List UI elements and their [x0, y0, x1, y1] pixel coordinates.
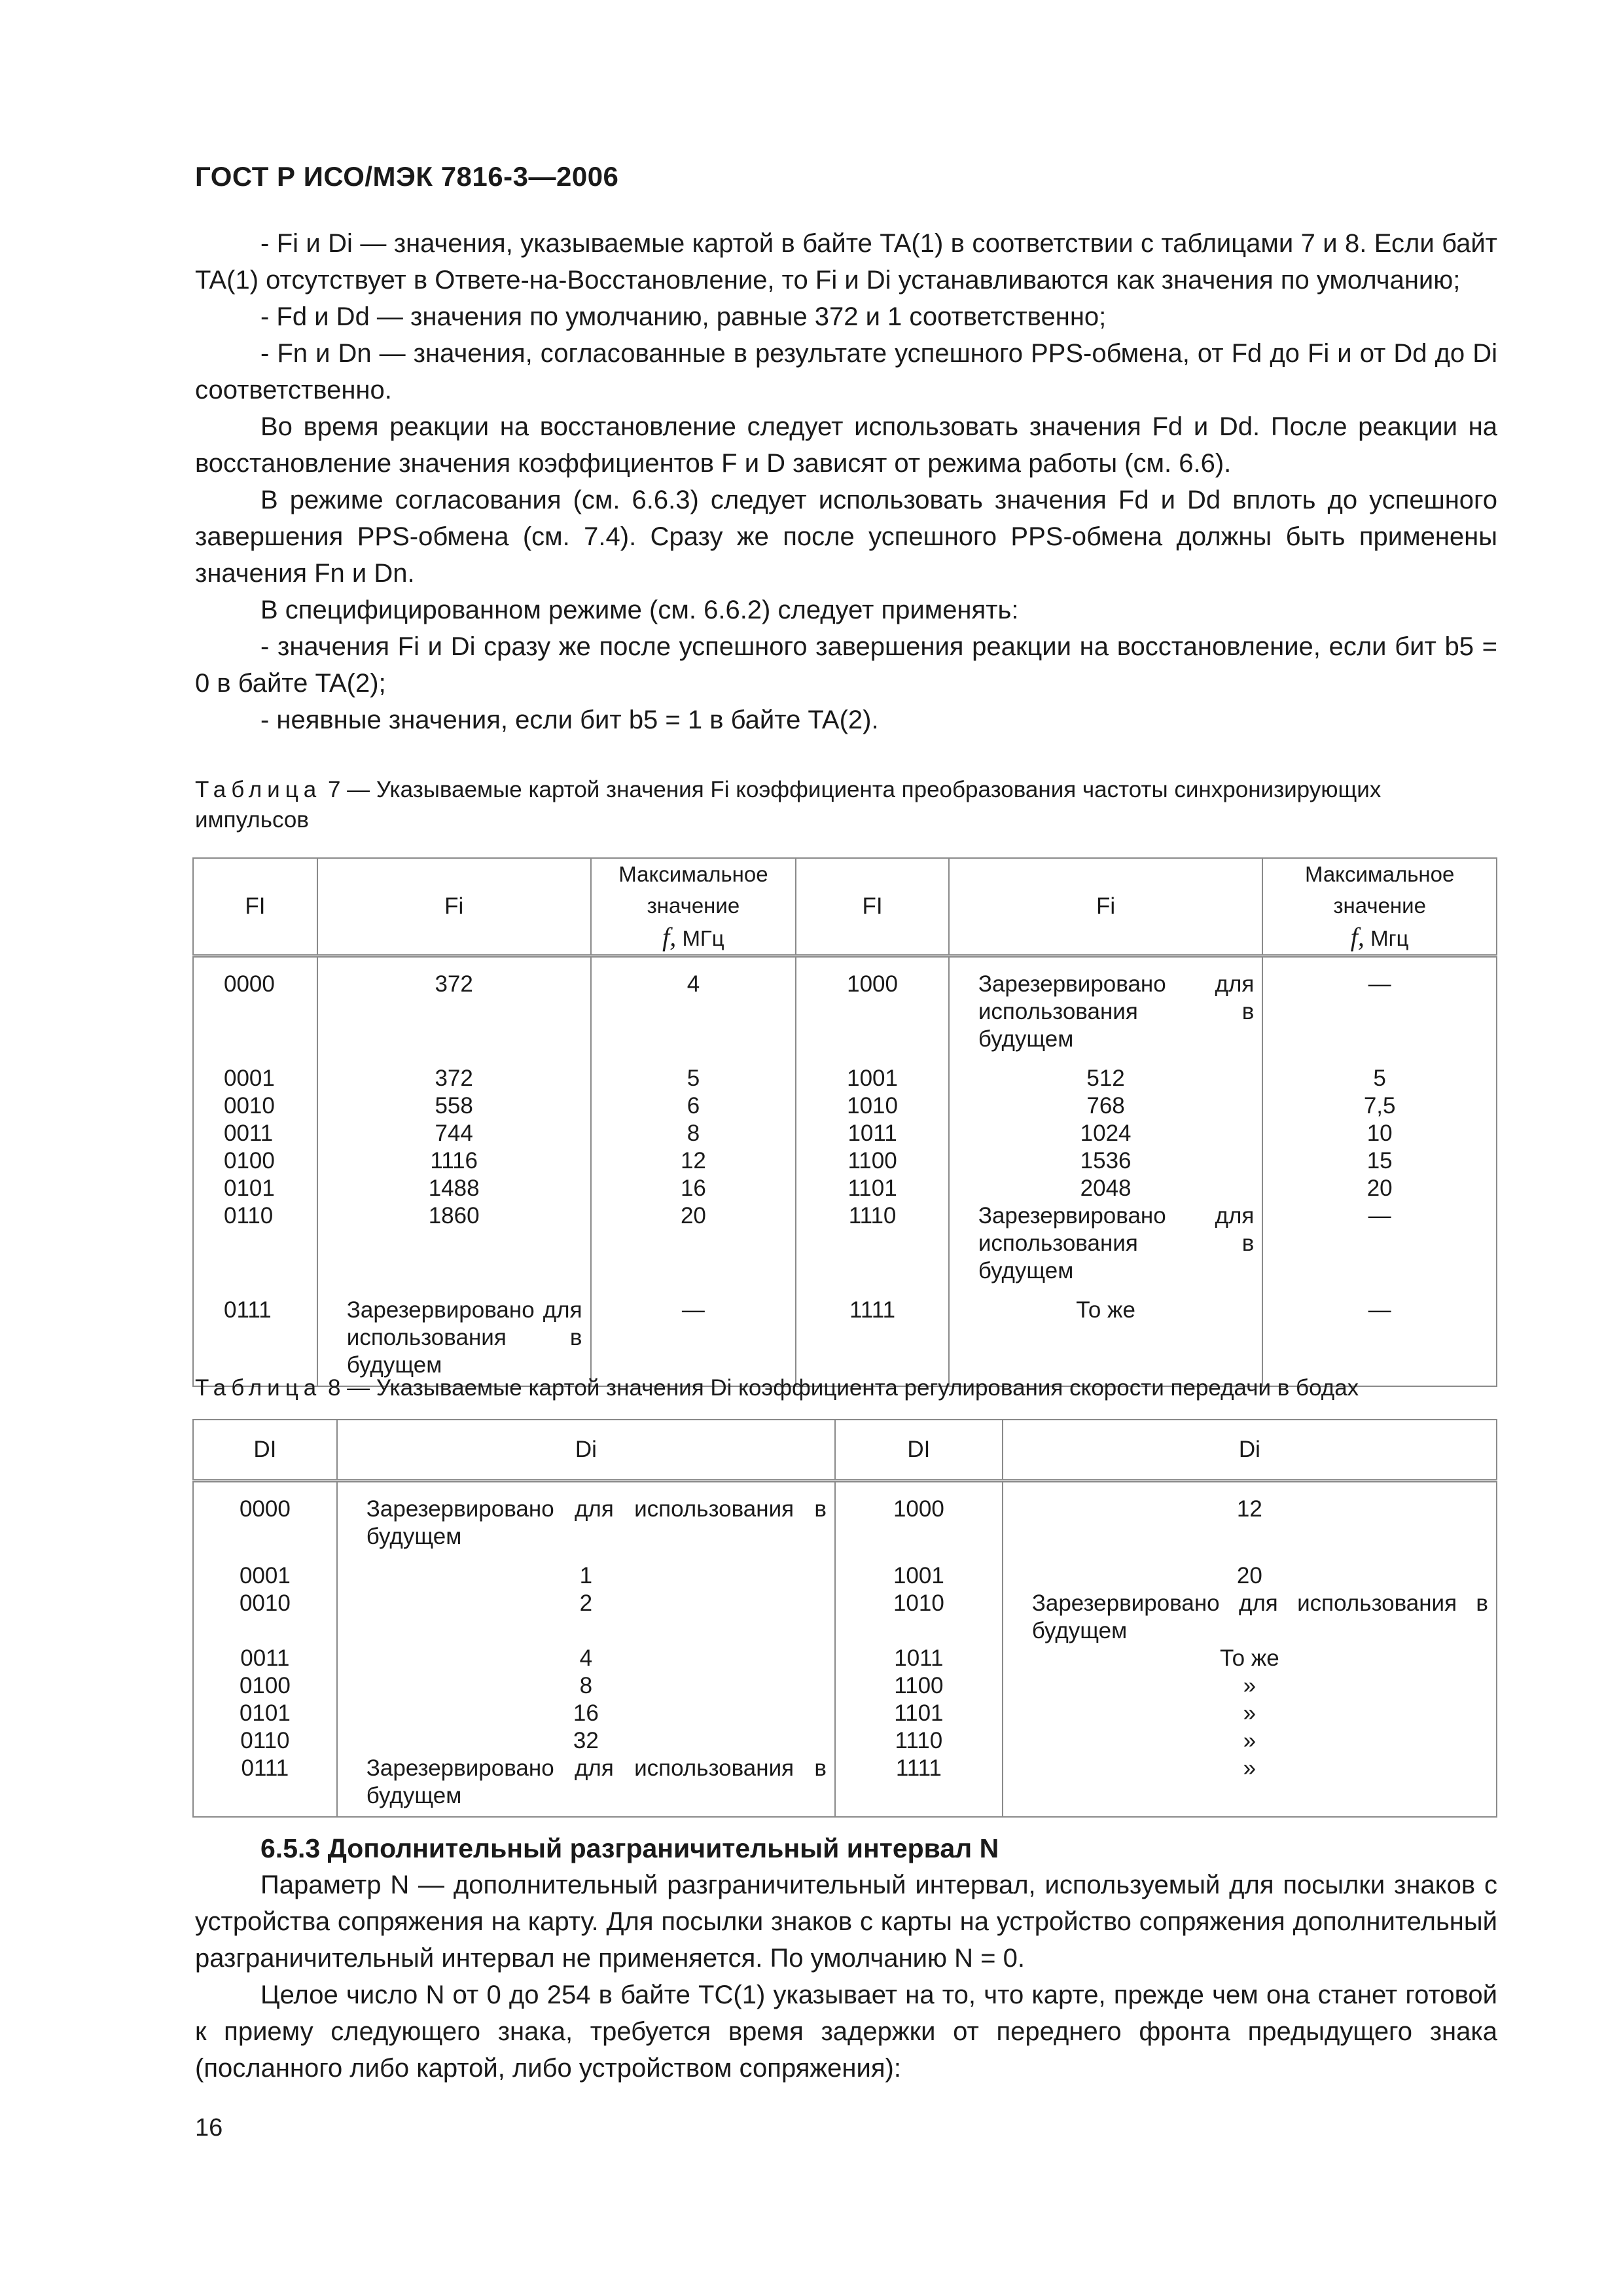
table-cell: 0111 [193, 1755, 337, 1817]
table-cell: 372 [317, 956, 591, 1054]
table-cell: То же [1003, 1645, 1497, 1672]
column-header: FI [796, 858, 949, 956]
paragraph: Параметр N — дополнительный разграничительный интервал, используемый для посылки знаков с устройства сопряжения на карту. Для посылки знаков с карты на устройство сопряжения дополнительный разграничительный интервал не применяется. По умолчанию N = 0. [195, 1871, 1497, 1973]
intro-text [195, 225, 1497, 738]
section-title: 6.5.3 Дополнительный разграничительный интервал N [260, 1833, 999, 1863]
table-row [193, 1645, 1497, 1672]
table-cell: 16 [591, 1175, 796, 1202]
table8-caption [195, 1373, 1497, 1403]
table-cell: 15 [1262, 1147, 1497, 1175]
table-cell: 20 [1262, 1175, 1497, 1202]
table-cell: 1110 [796, 1202, 949, 1285]
table-cell: 0111 [193, 1285, 317, 1386]
table-cell: 1010 [796, 1092, 949, 1120]
table-cell: 0010 [193, 1092, 317, 1120]
table-cell: 372 [317, 1053, 591, 1092]
table-cell: 1100 [796, 1147, 949, 1175]
table-row [193, 1700, 1497, 1727]
table-cell: 1001 [796, 1053, 949, 1092]
document-header: ГОСТ Р ИСО/МЭК 7816-3—2006 [195, 161, 619, 192]
paragraph: - Fn и Dn — значения, согласованные в результате успешного PPS-обмена, от Fd до Fi и от Dd до Di соответственно. [195, 339, 1497, 404]
column-header: Максимальное значение f, МГц [591, 858, 796, 956]
table-cell: 0000 [193, 956, 317, 1054]
table-row [193, 1551, 1497, 1590]
table-cell: 1000 [835, 1481, 1003, 1551]
table-cell: — [1262, 1202, 1497, 1285]
table-cell: 1101 [835, 1700, 1003, 1727]
table-cell: 0101 [193, 1700, 337, 1727]
table-cell: 1111 [835, 1755, 1003, 1817]
table-cell: 1860 [317, 1202, 591, 1285]
table-cell: 0010 [193, 1590, 337, 1645]
table-cell: 1011 [796, 1120, 949, 1147]
table7-caption [195, 775, 1497, 835]
table-cell: 0100 [193, 1147, 317, 1175]
table-cell: » [1003, 1672, 1497, 1700]
table-row [193, 1481, 1497, 1551]
table-cell: 0011 [193, 1645, 337, 1672]
table-cell: 1536 [949, 1147, 1263, 1175]
table-header-row [193, 858, 1497, 956]
table-cell: 4 [337, 1645, 835, 1672]
table-cell: 1116 [317, 1147, 591, 1175]
table-row [193, 956, 1497, 1054]
table-label: Таблица [195, 777, 322, 802]
table-row [193, 1053, 1497, 1092]
table-cell: 2 [337, 1590, 835, 1645]
table-cell: 0001 [193, 1053, 317, 1092]
table-cell: Зарезервировано для использования в будущем [949, 956, 1263, 1054]
table-cell: 1 [337, 1551, 835, 1590]
table-cell: Зарезервировано для использования в будущем [337, 1755, 835, 1817]
table-cell: 1110 [835, 1727, 1003, 1755]
table-cell: 12 [591, 1147, 796, 1175]
table-row [193, 1285, 1497, 1386]
table-row [193, 1202, 1497, 1285]
table-cell: 1024 [949, 1120, 1263, 1147]
column-header: Максимальное значение f, Мгц [1262, 858, 1497, 956]
table-cell: 12 [1003, 1481, 1497, 1551]
paragraph: - Fi и Di — значения, указываемые картой в байте TA(1) в соответствии с таблицами 7 и 8. Если байт TA(1) отсутствует в Ответе-на-Восстановление, то Fi и Di устанавливаются как значения по умолчанию; [195, 229, 1497, 295]
table-cell: 0101 [193, 1175, 317, 1202]
table-cell: 4 [591, 956, 796, 1054]
table-cell: 1010 [835, 1590, 1003, 1645]
table-cell: 558 [317, 1092, 591, 1120]
paragraph: Целое число N от 0 до 254 в байте TC(1) указывает на то, что карте, прежде чем она станет готовой к приему следующего знака, требуется время задержки от переднего фронта предыдущего знака (посланного либо картой, либо устройством сопряжения): [195, 1981, 1497, 2083]
table-row [193, 1092, 1497, 1120]
table-label: Таблица [195, 1375, 322, 1401]
table-cell: 1101 [796, 1175, 949, 1202]
paragraph: Во время реакции на восстановление следует использовать значения Fd и Dd. После реакции на восстановление значения коэффициентов F и D зависят от режима работы (см. 6.6). [195, 412, 1497, 478]
section-6-5-3 [195, 1830, 1497, 2087]
table-row [193, 1147, 1497, 1175]
table-cell: 32 [337, 1727, 835, 1755]
table-cell: — [591, 1285, 796, 1386]
table-cell: » [1003, 1755, 1497, 1817]
column-header: DI [193, 1420, 337, 1481]
paragraph: - неявные значения, если бит b5 = 1 в байте TA(2). [260, 706, 879, 734]
table-row [193, 1755, 1497, 1817]
table-cell: 0110 [193, 1202, 317, 1285]
table-cell: 768 [949, 1092, 1263, 1120]
table-cell: 20 [1003, 1551, 1497, 1590]
table-header-row [193, 1420, 1497, 1481]
table-cell: 2048 [949, 1175, 1263, 1202]
column-header: Di [1003, 1420, 1497, 1481]
column-header: Fi [949, 858, 1263, 956]
table-cell: 1488 [317, 1175, 591, 1202]
table-cell: 8 [591, 1120, 796, 1147]
column-header: FI [193, 858, 317, 956]
paragraph: В специфицированном режиме (см. 6.6.2) следует применять: [260, 596, 1019, 624]
table-cell: 20 [591, 1202, 796, 1285]
table-caption-text: 8 — Указываемые картой значения Di коэффициента регулирования скорости передачи в бодах [327, 1375, 1359, 1401]
table-caption-text: 7 — Указываемые картой значения Fi коэффициента преобразования частоты синхронизирующих импульсов [195, 777, 1382, 833]
table-row [193, 1590, 1497, 1645]
table-cell: 0110 [193, 1727, 337, 1755]
table-cell: 5 [1262, 1053, 1497, 1092]
table-cell: 10 [1262, 1120, 1497, 1147]
table-row [193, 1175, 1497, 1202]
table-cell: » [1003, 1727, 1497, 1755]
table-cell: » [1003, 1700, 1497, 1727]
table-cell: — [1262, 1285, 1497, 1386]
column-header: Di [337, 1420, 835, 1481]
table-row [193, 1120, 1497, 1147]
table-row [193, 1672, 1497, 1700]
column-header: Fi [317, 858, 591, 956]
table-cell: 16 [337, 1700, 835, 1727]
table-cell: 1100 [835, 1672, 1003, 1700]
table-cell: Зарезервировано для использования в будущем [317, 1285, 591, 1386]
paragraph: В режиме согласования (см. 6.6.3) следует использовать значения Fd и Dd вплоть до успешного завершения PPS-обмена (см. 7.4). Сразу же после успешного PPS-обмена должны быть применены значения Fn и Dn. [195, 486, 1497, 588]
table-row [193, 1727, 1497, 1755]
table-cell: 512 [949, 1053, 1263, 1092]
table-cell: 1111 [796, 1285, 949, 1386]
table-cell: 1001 [835, 1551, 1003, 1590]
column-header: DI [835, 1420, 1003, 1481]
table-cell: 7,5 [1262, 1092, 1497, 1120]
table-cell: 8 [337, 1672, 835, 1700]
table-cell: 1011 [835, 1645, 1003, 1672]
table-cell: 744 [317, 1120, 591, 1147]
table-cell: Зарезервировано для использования в будущем [337, 1481, 835, 1551]
table-cell: Зарезервировано для использования в будущем [1003, 1590, 1497, 1645]
page-number: 16 [195, 2114, 223, 2142]
paragraph: - Fd и Dd — значения по умолчанию, равные 372 и 1 соответственно; [260, 302, 1107, 331]
table-cell: 0100 [193, 1672, 337, 1700]
table8 [192, 1419, 1497, 1818]
paragraph: - значения Fi и Di сразу же после успешного завершения реакции на восстановление, если бит b5 = 0 в байте TA(2); [195, 632, 1497, 698]
table-cell: 1000 [796, 956, 949, 1054]
table-cell: 0001 [193, 1551, 337, 1590]
table7 [192, 857, 1497, 1387]
table-cell: Зарезервировано для использования в будущем [949, 1202, 1263, 1285]
table-cell: 5 [591, 1053, 796, 1092]
table-cell: — [1262, 956, 1497, 1054]
table-cell: То же [949, 1285, 1263, 1386]
table-cell: 0000 [193, 1481, 337, 1551]
table-cell: 6 [591, 1092, 796, 1120]
table-cell: 0011 [193, 1120, 317, 1147]
